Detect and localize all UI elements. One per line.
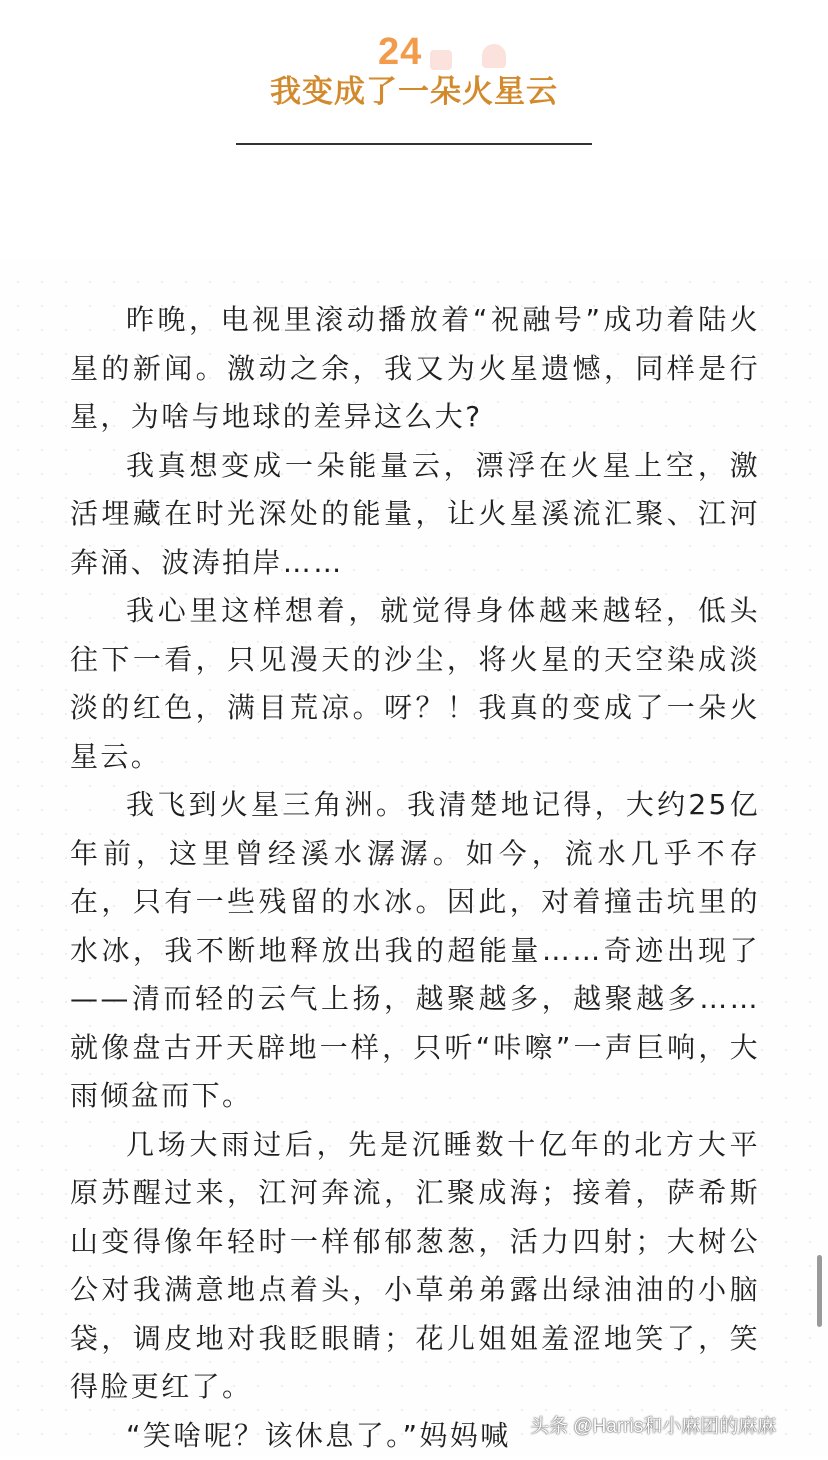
paragraph: 几场大雨过后，先是沉睡数十亿年的北方大平原苏醒过来，江河奔流，汇聚成海；接着，萨希斯山变得像年轻时一样郁郁葱葱，活力四射；大树公公对我满意地点着头，小草弟弟露出绿油油的小脑袋，调皮地对我眨眼睛；花儿姐姐羞涩地笑了，笑得脸更红了。 (70, 1121, 760, 1412)
article-title: 我变成了一朵火星云 (236, 70, 592, 114)
paragraph: 昨晚，电视里滚动播放着“祝融号”成功着陆火星的新闻。激动之余，我又为火星遗憾，同样是行星，为啥与地球的差异这么大? (70, 296, 760, 442)
chapter-number: 24 (378, 28, 422, 76)
decoration-shape (430, 50, 452, 70)
scrollbar-thumb[interactable] (817, 1255, 822, 1327)
paragraph: “笑啥呢？该休息了。”妈妈喊 (70, 1412, 760, 1460)
paragraph: 我心里这样想着，就觉得身体越来越轻，低头往下一看，只见漫天的沙尘，将火星的天空染成淡淡的红色，满目荒凉。呀？！我真的变成了一朵火星云。 (70, 587, 760, 781)
paragraph: 我飞到火星三角洲。我清楚地记得，大约25亿年前，这里曾经溪水潺潺。如今，流水几乎不存在，只有一些残留的水冰。因此，对着撞击坑里的水冰，我不断地释放出我的超能量……奇迹出现了——清而轻的云气上扬，越聚越多，越聚越多……就像盘古开天辟地一样，只听“咔嚓”一声巨响，大雨倾盆而下。 (70, 781, 760, 1121)
watermark: 头条 @Harris和小麻团的麻麻 (530, 1414, 776, 1440)
decoration-shape (482, 44, 506, 68)
paragraph: 我真想变成一朵能量云，漂浮在火星上空，激活埋藏在时光深处的能量，让火星溪流汇聚、江河奔涌、波涛拍岸…… (70, 442, 760, 588)
title-underline (236, 143, 592, 145)
article-body (70, 296, 760, 1460)
